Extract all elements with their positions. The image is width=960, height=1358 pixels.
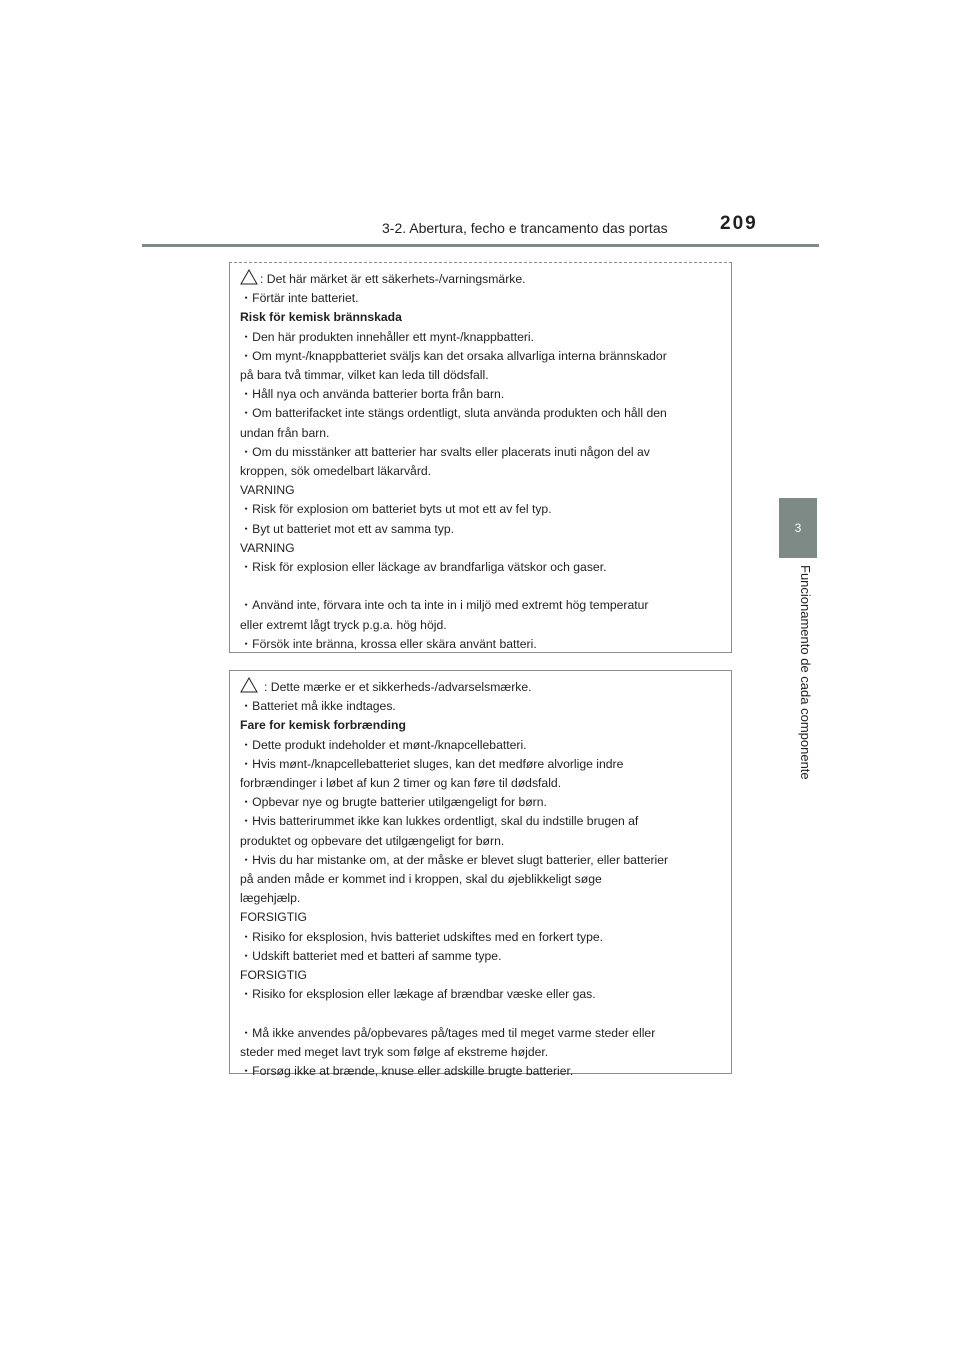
swedish-heading: VARNING	[240, 483, 295, 498]
danish-intro-text: : Dette mærke er et sikkerheds-/advarselsmærke.	[264, 680, 532, 694]
swedish-line: ・Risk för explosion eller läckage av brandfarliga vätskor och gaser.	[240, 560, 607, 575]
swedish-line: ・Förtär inte batteriet.	[240, 291, 359, 306]
swedish-line: eller extremt lågt tryck p.g.a. hög höjd.	[240, 617, 447, 632]
danish-line: ・Hvis mønt-/knapcellebatteriet sluges, kan det medføre alvorlige indre	[240, 756, 624, 771]
swedish-warning-box	[229, 262, 732, 653]
danish-line: forbrændinger i løbet af kun 2 timer og kan føre til dødsfald.	[240, 776, 562, 791]
danish-heading: FORSIGTIG	[240, 968, 308, 983]
swedish-intro-text: : Det här märket är ett säkerhets-/varningsmärke.	[260, 272, 526, 286]
page-number: 209	[720, 213, 758, 234]
danish-warning-box	[229, 670, 732, 1079]
danish-line: ・Må ikke anvendes på/opbevares på/tages med til meget varme steder eller	[240, 1025, 656, 1040]
swedish-line: ・Använd inte, förvara inte och ta inte in i miljö med extremt hög temperatur	[240, 598, 649, 613]
swedish-heading: VARNING	[240, 540, 295, 555]
chapter-tab	[779, 498, 817, 558]
swedish-line: ・Om batterifacket inte stängs ordentligt, sluta använda produkten och håll den	[240, 406, 667, 421]
swedish-line: ・Håll nya och använda batterier borta från barn.	[240, 387, 505, 402]
swedish-intro	[240, 269, 721, 289]
swedish-line: ・Om du misstänker att batterier har svalts eller placerats inuti någon del av	[240, 444, 650, 459]
danish-line: ・Hvis du har mistanke om, at der måske er blevet slugt batterier, eller batterier	[240, 852, 669, 867]
spacer	[240, 1004, 721, 1023]
swedish-line: ・Försök inte bränna, krossa eller skära använt batteri.	[240, 636, 537, 651]
danish-line: ・Udskift batteriet med et batteri af samme type.	[240, 948, 502, 963]
chapter-title: 3-2. Abertura, fecho e trancamento das portas	[382, 220, 668, 236]
danish-line: steder med meget lavt tryk som følge af ekstreme højder.	[240, 1044, 549, 1059]
chapter-side-label: Funcionamento de cada componente	[798, 565, 813, 780]
swedish-line: ・Byt ut batteriet mot ett av samma typ.	[240, 521, 455, 536]
header-divider	[142, 244, 819, 247]
swedish-line: ・Den här produkten innehåller ett mynt-/knappbatteri.	[240, 329, 535, 344]
danish-line: ・Batteriet må ikke indtages.	[240, 699, 396, 714]
swedish-line: på bara två timmar, vilket kan leda till dödsfall.	[240, 368, 489, 383]
danish-line: ・Risiko for eksplosion eller lækage af brændbar væske eller gas.	[240, 987, 596, 1002]
danish-heading: Fare for kemisk forbrænding	[240, 718, 406, 733]
spacer	[240, 577, 721, 596]
danish-line: på anden måde er kommet ind i kroppen, skal du øjeblikkeligt søge	[240, 872, 602, 887]
danish-line: ・Dette produkt indeholder et mønt-/knapcellebatteri.	[240, 737, 527, 752]
danish-line: ・Opbevar nye og brugte batterier utilgængeligt for børn.	[240, 795, 547, 810]
warning-triangle-icon	[240, 677, 258, 693]
swedish-heading: Risk för kemisk brännskada	[240, 310, 402, 325]
danish-heading: FORSIGTIG	[240, 910, 308, 925]
danish-line: lægehjælp.	[240, 891, 301, 906]
danish-line: produktet og opbevare det utilgængeligt for børn.	[240, 833, 505, 848]
swedish-line: ・Risk för explosion om batteriet byts ut mot ett av fel typ.	[240, 502, 552, 517]
swedish-line: ・Om mynt-/knappbatteriet sväljs kan det orsaka allvarliga interna brännskador	[240, 348, 667, 363]
chapter-tab-number: 3	[794, 521, 802, 535]
warning-triangle-icon	[240, 269, 258, 285]
swedish-line: undan från barn.	[240, 425, 330, 440]
danish-intro	[240, 677, 721, 697]
danish-line: ・Hvis batterirummet ikke kan lukkes ordentligt, skal du indstille brugen af	[240, 814, 639, 829]
danish-line: ・Forsøg ikke at brænde, knuse eller adskille brugte batterier.	[240, 1064, 574, 1079]
danish-line: ・Risiko for eksplosion, hvis batteriet udskiftes med en forkert type.	[240, 929, 604, 944]
swedish-line: kroppen, sök omedelbart läkarvård.	[240, 464, 432, 479]
